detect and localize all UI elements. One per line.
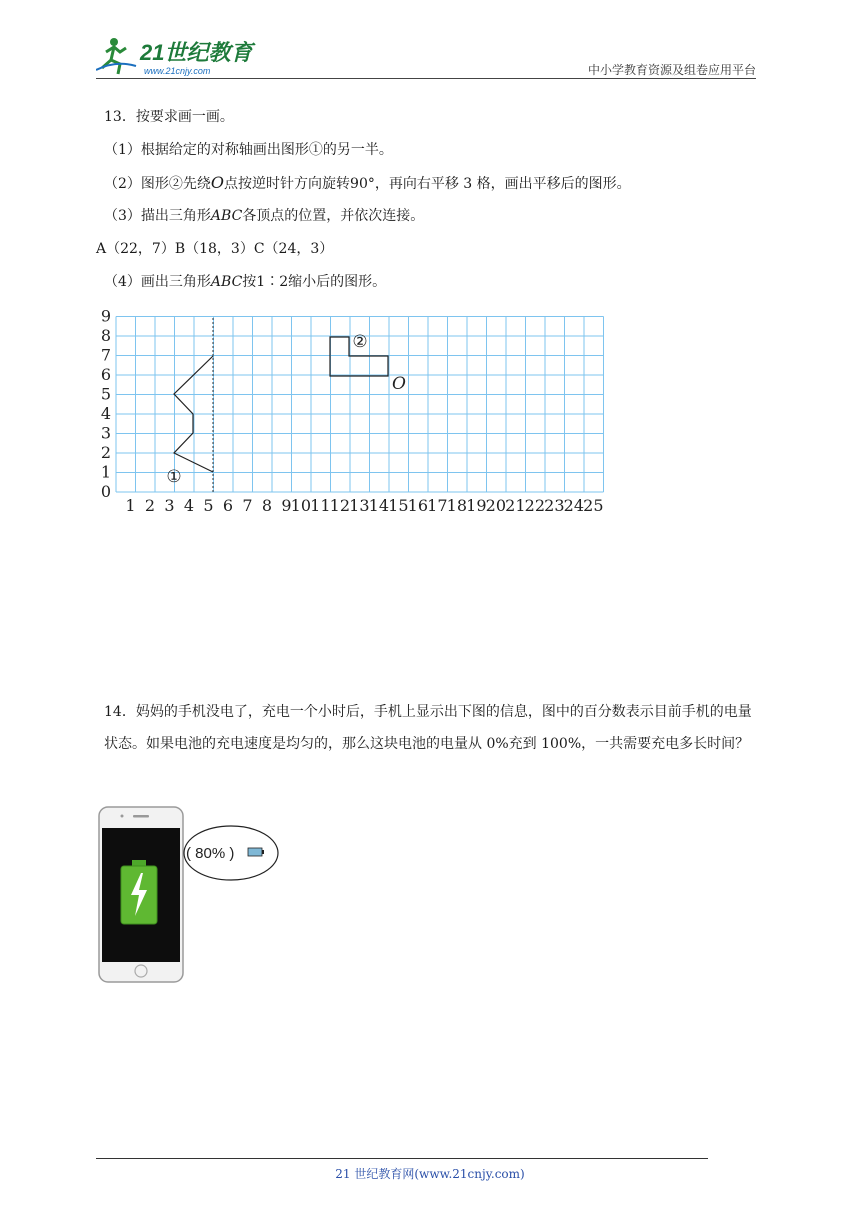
y-axis-label: 8	[100, 326, 111, 345]
x-axis-label: 8	[261, 496, 272, 515]
x-axis-label: 17	[427, 496, 448, 515]
figure-1-label: ①	[166, 467, 182, 487]
x-axis-label: 13	[349, 496, 370, 515]
q13-part1: （1）根据给定的对称轴画出图形①的另一半。	[104, 142, 393, 158]
runner-icon	[96, 38, 136, 74]
battery-icon	[121, 860, 157, 924]
footer-divider	[96, 1158, 708, 1159]
small-battery-icon	[248, 848, 262, 856]
x-axis-label: 18	[446, 496, 467, 515]
x-axis-label: 14	[368, 496, 389, 515]
x-axis-label: 19	[466, 496, 487, 515]
x-axis-label: 10	[290, 496, 311, 515]
q14-text: 14．妈妈的手机没电了，充电一个小时后，手机上显示出下图的信息，图中的百分数表示目前手机的电量状态。如果电池的充电速度是均匀的，那么这块电池的电量从 0%充到 100%，一共需要充电多长时间？	[104, 704, 752, 752]
figure-2-label: ②	[352, 332, 368, 352]
x-axis-label: 4	[183, 496, 194, 515]
y-axis-label: 5	[100, 384, 111, 404]
x-axis-label: 2	[144, 496, 155, 515]
x-axis-label: 5	[203, 496, 214, 515]
x-axis-label: 25	[583, 496, 604, 515]
x-axis-label: 9	[281, 496, 292, 515]
phone-illustration	[96, 800, 286, 990]
q13-points: A（22，7）B（18，3）C（24，3）	[96, 241, 334, 257]
footer-text: 21 世纪教育网(www.21cnjy.com)	[335, 1167, 525, 1181]
x-axis-label: 21	[505, 496, 526, 515]
grid-svg	[96, 310, 626, 520]
y-axis-label: 1	[100, 462, 111, 482]
x-axis-label: 11	[310, 496, 331, 515]
logo-url: www.21cnjy.com	[144, 66, 211, 76]
header-divider	[96, 78, 756, 79]
q13-part4: （4）画出三角形ABC按1∶2缩小后的图形。	[104, 274, 387, 290]
q13-part3: （3）描出三角形ABC各顶点的位置，并依次连接。	[104, 208, 425, 224]
page-header	[96, 30, 756, 80]
q13-title: 13．按要求画一画。	[104, 109, 234, 125]
x-axis-label: 12	[329, 496, 350, 515]
x-axis-label: 22	[524, 496, 545, 515]
point-o-label: O	[392, 374, 406, 394]
q13-part2: （2）图形②先绕O点按逆时针方向旋转90°，再向右平移 3 格，画出平移后的图形。	[104, 173, 631, 192]
battery-percentage: ( 80% )	[186, 845, 235, 862]
site-logo	[96, 30, 266, 80]
y-axis-label: 2	[100, 443, 111, 462]
x-axis-label: 6	[222, 496, 233, 515]
x-axis-label: 7	[242, 496, 253, 515]
x-axis-label: 15	[388, 496, 409, 515]
y-axis-label: 7	[100, 345, 111, 365]
y-axis-label: 9	[100, 310, 111, 326]
y-axis-label: 0	[100, 482, 111, 501]
x-axis-label: 3	[164, 496, 175, 515]
y-axis-label: 4	[100, 404, 111, 423]
x-axis-label: 23	[544, 496, 565, 515]
x-axis-label: 20	[485, 496, 506, 515]
logo-text: 21世纪教育	[140, 40, 253, 65]
platform-name: 中小学教育资源及组卷应用平台	[587, 63, 756, 77]
coordinate-grid	[96, 310, 626, 520]
phone-svg	[96, 800, 286, 990]
x-axis-label: 24	[563, 496, 584, 515]
speech-bubble	[184, 826, 278, 880]
y-axis-label: 6	[100, 365, 111, 384]
x-axis-label: 16	[407, 496, 428, 515]
x-axis-label: 1	[125, 496, 136, 515]
y-axis-label: 3	[100, 423, 111, 443]
